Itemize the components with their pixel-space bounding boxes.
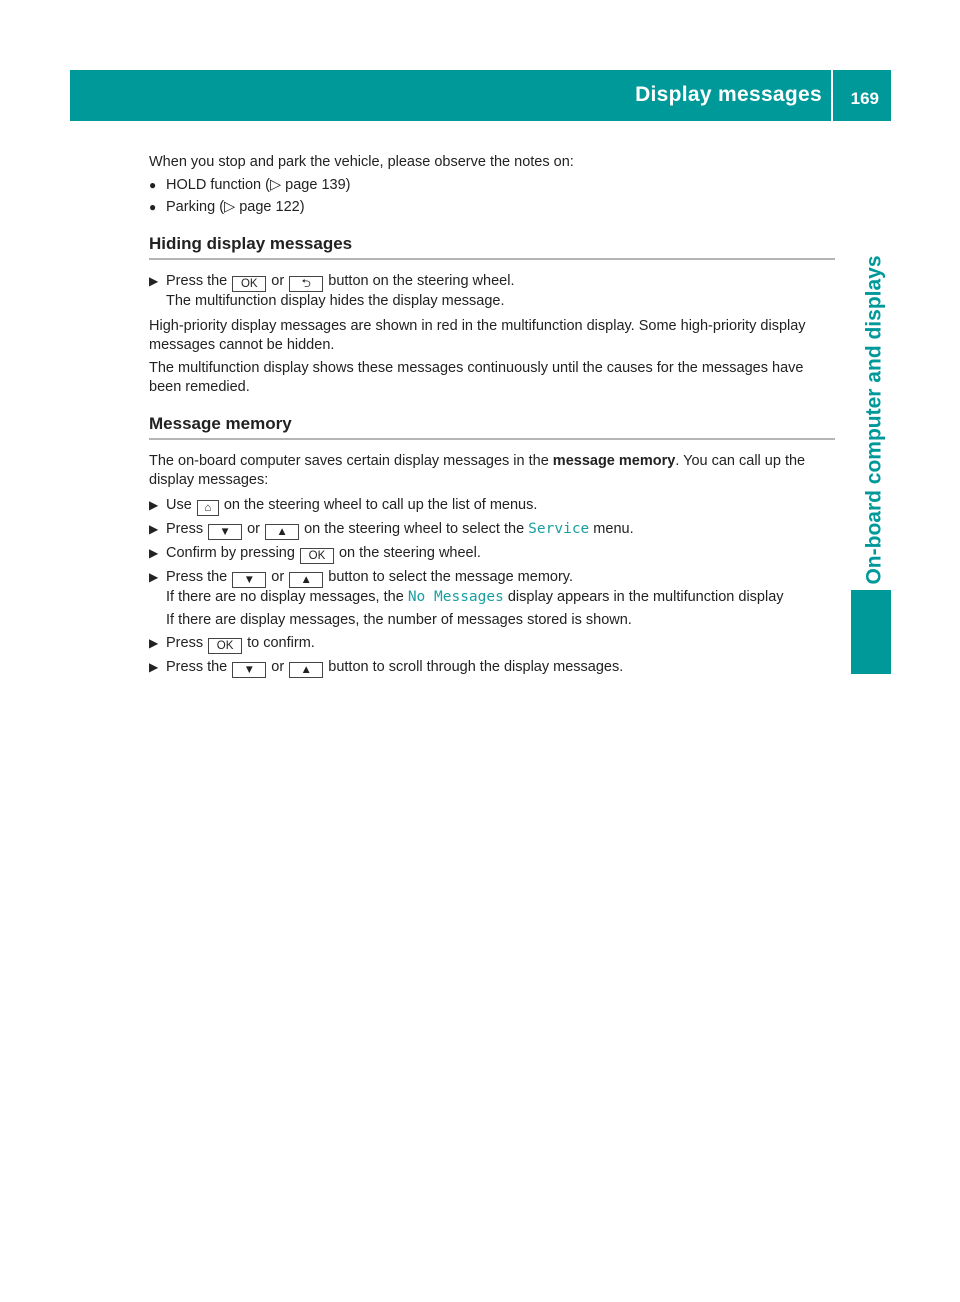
instruction-step: ▶ Press OK to confirm. — [149, 635, 315, 652]
paragraph: High-priority display messages are shown in red in the multifunction display. Some high-priority display messages cannot be hidden. — [149, 318, 806, 353]
down-key-icon: ▼ — [232, 572, 266, 588]
instruction-step: ▶ Press the ▼ or ▲ button to select the message memory. If there are no display messages, the No Messages display appears in the multifunction display If there are display messages, the number of messages stored is shown. — [149, 568, 835, 630]
section-heading-hiding: Hiding display messages — [149, 234, 835, 260]
header-divider — [831, 70, 833, 121]
intro-text: When you stop and park the vehicle, please observe the notes on: — [149, 154, 574, 170]
down-key-icon: ▼ — [208, 524, 242, 540]
instruction-step: ▶ Press ▼ or ▲ on the steering wheel to select the Service menu. — [149, 521, 634, 538]
instruction-step: ▶ Press the ▼ or ▲ button to scroll through the display messages. — [149, 659, 624, 676]
step-arrow-icon: ▶ — [149, 522, 159, 536]
instruction-step: ▶ Confirm by pressing OK on the steering wheel. — [149, 545, 481, 562]
step-arrow-icon: ▶ — [149, 636, 159, 650]
home-key-icon: ⌂ — [197, 500, 219, 516]
paragraph: The on-board computer saves certain display messages in the message memory. You can call up the display messages: — [149, 453, 806, 488]
display-text-no-messages: No Messages — [407, 589, 504, 605]
page-ref-link[interactable]: page 139) — [285, 177, 351, 193]
step-arrow-icon: ▶ — [149, 546, 159, 560]
side-tab-block — [851, 590, 891, 674]
paragraph: The multifunction display shows these messages continuously until the causes for the messages have been remedied. — [149, 360, 804, 395]
list-item: ● Parking (▷ page 122) — [149, 199, 305, 215]
page-ref-arrow-icon: ▷ — [269, 177, 282, 193]
bullet-icon: ● — [149, 178, 157, 192]
up-key-icon: ▲ — [289, 572, 323, 588]
instruction-step: ▶ Press the OK or ⮌ button on the steering wheel. The multifunction display hides the display message. — [149, 273, 515, 309]
back-key-icon: ⮌ — [289, 276, 323, 292]
bullet-icon: ● — [149, 200, 157, 214]
page-ref-link[interactable]: page 122) — [239, 199, 305, 215]
step-arrow-icon: ▶ — [149, 498, 159, 512]
ok-key-icon: OK — [208, 638, 242, 654]
instruction-step: ▶ Use ⌂ on the steering wheel to call up the list of menus. — [149, 497, 538, 514]
page-ref-arrow-icon: ▷ — [224, 199, 236, 215]
step-result: The multifunction display hides the display message. — [166, 293, 505, 309]
header-title: Display messages — [635, 83, 822, 106]
side-tab-label: On-board computer and displays — [862, 255, 886, 585]
up-key-icon: ▲ — [289, 662, 323, 678]
step-arrow-icon: ▶ — [149, 274, 159, 288]
list-item: ● HOLD function (▷ page 139) — [149, 177, 351, 193]
up-key-icon: ▲ — [265, 524, 299, 540]
step-arrow-icon: ▶ — [149, 660, 159, 674]
ok-key-icon: OK — [300, 548, 334, 564]
step-result: If there are no display messages, the No Messages display appears in the multifunction display — [166, 589, 784, 605]
section-heading-memory: Message memory — [149, 414, 835, 440]
ok-key-icon: OK — [232, 276, 266, 292]
page-number: 169 — [850, 89, 879, 108]
down-key-icon: ▼ — [232, 662, 266, 678]
page-content — [149, 153, 835, 678]
step-arrow-icon: ▶ — [149, 570, 159, 584]
step-result: If there are display messages, the number of messages stored is shown. — [166, 612, 632, 628]
display-text-service: Service — [528, 521, 590, 537]
page-header — [70, 70, 891, 121]
